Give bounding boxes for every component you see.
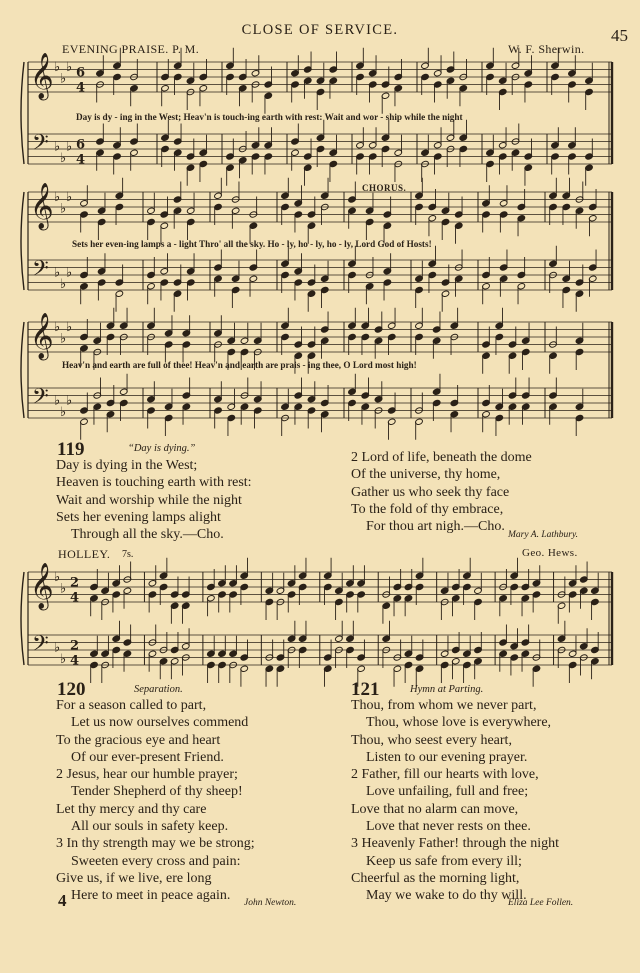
treble-clef: 𝄞 <box>30 53 54 99</box>
hymn-120-author: John Newton. <box>244 898 297 908</box>
verse-line: 2 Jesus, hear our humble prayer; <box>56 767 238 783</box>
flat-sign: ♭ <box>60 331 67 347</box>
verse-line: Thou, who seest every heart, <box>351 732 512 748</box>
flat-sign: ♭ <box>60 651 67 667</box>
verse-line: Listen to our evening prayer. <box>366 749 528 765</box>
flat-sign: ♭ <box>54 393 61 409</box>
flat-sign: ♭ <box>66 320 73 335</box>
flat-sign: ♭ <box>60 276 67 292</box>
verse-line: Keep us safe from every ill; <box>366 853 522 869</box>
bass-clef: 𝄢 <box>32 631 49 662</box>
flat-sign: ♭ <box>66 393 73 409</box>
verse-line: Thou, whose love is everywhere, <box>366 715 552 731</box>
tune2-name: HOLLEY. <box>58 547 111 561</box>
brace <box>21 62 24 164</box>
verse-line: Thou, from whom we never part, <box>351 698 537 713</box>
verse-line: 2 Father, fill our hearts with love, <box>351 767 539 783</box>
hymn-119-verse-1 <box>56 457 252 543</box>
tune2-composer: Geo. Hews. <box>522 547 578 559</box>
hymn-121-author: Eliza Lee Follen. <box>508 898 574 908</box>
tune1-lyric-line-3: Heav'n and earth are full of thee! Heav'n and earth are prais - ing thee, O Lord most high! <box>62 360 417 370</box>
verse-line: Love that never rests on thee. <box>366 819 531 835</box>
brace <box>21 572 24 665</box>
verse-line: Love that no alarm can move, <box>351 801 519 817</box>
treble-clef: 𝄞 <box>30 313 54 359</box>
time-signature-top: 2 <box>70 638 80 654</box>
hymn-120-number: 120 <box>57 679 86 700</box>
verse-line: For thou art nigh.—Cho. <box>366 519 505 535</box>
verse-line: Cheerful as the morning light, <box>351 870 520 886</box>
flat-sign: ♭ <box>54 640 61 656</box>
flat-sign: ♭ <box>66 60 73 75</box>
hymn-121-number: 121 <box>351 679 380 700</box>
brace <box>21 322 24 418</box>
time-signature-top: 6 <box>76 137 86 153</box>
verse-line: All our souls in safety keep. <box>71 819 229 835</box>
flat-sign: ♭ <box>60 201 67 217</box>
flat-sign: ♭ <box>60 71 67 87</box>
verse-line: Wait and worship while the night <box>56 492 242 508</box>
verse-line: To the fold of thy embrace, <box>351 501 504 517</box>
tune1-name: EVENING PRAISE. <box>62 42 169 56</box>
verse-line: Sweeten every cross and pain: <box>71 853 241 869</box>
footer-page-number: 4 <box>58 891 67 910</box>
verse-line: Give us, if we live, ere long <box>56 870 212 886</box>
bass-clef: 𝄢 <box>32 130 49 161</box>
treble-clef: 𝄞 <box>30 563 54 609</box>
tune1-lyric-line-2: Sets her even-ing lamps a - light Thro' all the sky. Ho - ly, ho - ly, ho - ly, Lord God of Hosts! <box>72 239 432 249</box>
time-signature-bottom: 4 <box>76 152 86 168</box>
verse-line: Tender Shepherd of thy sheep! <box>71 784 243 800</box>
chorus-label: CHORUS. <box>362 183 407 193</box>
hymn-120-verses <box>56 697 255 905</box>
verse-line: To the gracious eye and heart <box>56 732 221 748</box>
tune1-lyric-line-1: Day is dy - ing in the West; Heav'n is touch-ing earth with rest: Wait and wor - ship while the night <box>76 112 463 122</box>
page-number: 45 <box>611 26 628 45</box>
flat-sign: ♭ <box>54 320 61 335</box>
time-signature-top: 2 <box>70 575 80 591</box>
verse-line: Day is dying in the West; <box>56 458 198 473</box>
verse-line: Heaven is touching earth with rest: <box>56 475 252 491</box>
verse-line: Gather us who seek thy face <box>351 484 510 500</box>
verse-line: 2 Lord of life, beneath the dome <box>351 450 532 465</box>
page-header: CLOSE OF SERVICE. <box>241 22 399 38</box>
hymn-119-number: 119 <box>57 439 85 460</box>
time-signature-bottom: 4 <box>76 80 86 96</box>
flat-sign: ♭ <box>54 60 61 75</box>
hymn-121-title: Hymn at Parting. <box>410 684 484 695</box>
verse-line: Here to meet in peace again. <box>71 888 231 904</box>
flat-sign: ♭ <box>60 150 67 166</box>
flat-sign: ♭ <box>54 139 61 155</box>
flat-sign: ♭ <box>66 265 73 281</box>
verse-line: Love unfailing, full and free; <box>366 784 529 800</box>
time-signature-top: 6 <box>76 65 86 81</box>
hymn-121-verses <box>351 697 559 905</box>
hymn-119-verse-2 <box>351 449 532 535</box>
verse-line: Through all the sky.—Cho. <box>71 527 224 543</box>
flat-sign: ♭ <box>54 190 61 205</box>
flat-sign: ♭ <box>66 190 73 205</box>
tune2-meter: 7s. <box>122 549 134 560</box>
verse-line: Sets her evening lamps alight <box>56 509 221 525</box>
verse-line: Let us now ourselves commend <box>71 715 249 731</box>
bass-clef: 𝄢 <box>32 256 49 287</box>
verse-line: Of our ever-present Friend. <box>71 749 224 765</box>
verse-line: Let thy mercy and thy care <box>56 801 207 817</box>
treble-clef: 𝄞 <box>30 183 54 229</box>
flat-sign: ♭ <box>66 139 73 155</box>
time-signature-bottom: 4 <box>70 590 80 606</box>
time-signature-bottom: 4 <box>70 653 80 669</box>
brace <box>21 192 24 290</box>
flat-sign: ♭ <box>54 265 61 281</box>
hymn-119-title: “Day is dying.” <box>128 443 196 454</box>
verse-line: Of the universe, thy home, <box>351 467 501 483</box>
hymn-120-title: Separation. <box>134 684 183 695</box>
bass-clef: 𝄢 <box>32 384 49 415</box>
tune1-meter: P. M. <box>172 42 200 56</box>
verse-line: May we wake to do thy will. <box>366 888 527 904</box>
flat-sign: ♭ <box>54 570 61 585</box>
verse-line: 3 In thy strength may we be strong; <box>56 836 255 852</box>
tune1-composer: W. F. Sherwin. <box>508 42 585 56</box>
flat-sign: ♭ <box>60 404 67 420</box>
verse-line: 3 Heavenly Father! through the night <box>351 836 560 852</box>
flat-sign: ♭ <box>60 581 67 597</box>
hymn-119-author: Mary A. Lathbury. <box>508 530 579 540</box>
verse-line: For a season called to part, <box>56 698 207 713</box>
